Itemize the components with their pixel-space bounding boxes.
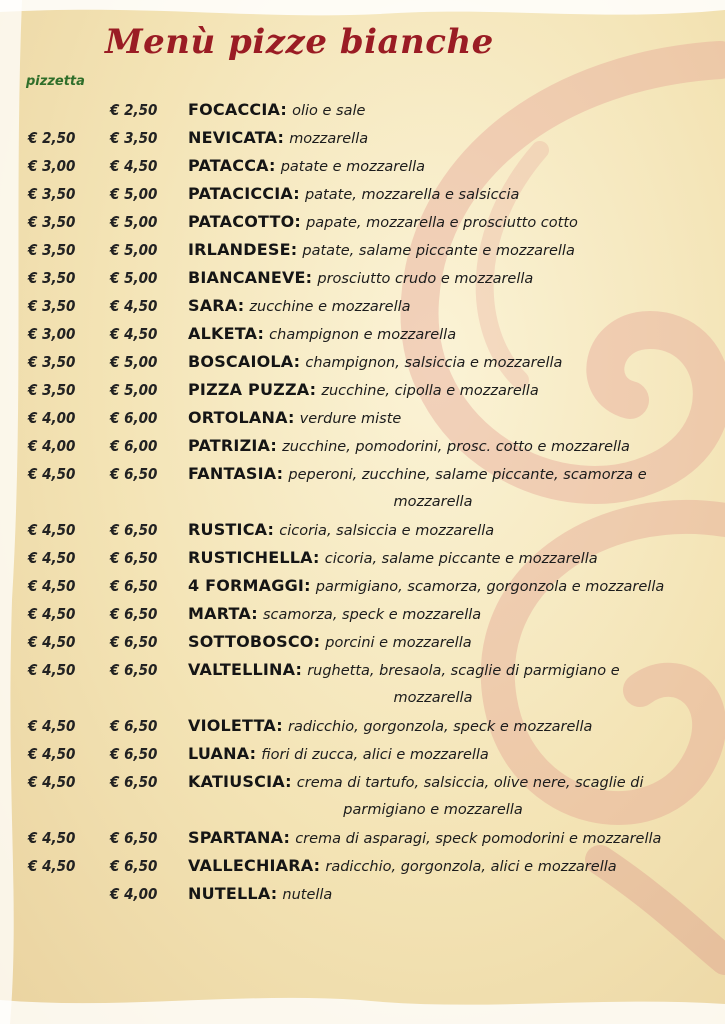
ingredients: fiori di zucca, alici e mozzarella [261, 747, 489, 763]
pizza-name: SARA: [188, 296, 245, 315]
ingredients: porcini e mozzarella [325, 635, 472, 651]
small-price: € 3,00 [28, 157, 76, 175]
item-description [188, 96, 718, 124]
price: € 6,50 [110, 829, 158, 847]
pizza-list [0, 96, 725, 908]
ingredients: radicchio, gorgonzola, speck e mozzarella [288, 719, 593, 735]
pizza-name: PIZZA PUZZA: [188, 380, 317, 399]
price: € 6,50 [110, 745, 158, 763]
price: € 6,50 [110, 465, 158, 483]
ingredients: nutella [282, 887, 333, 903]
item-description [188, 852, 718, 880]
page-title: Menù pizze bianche [105, 22, 494, 62]
ingredients: champignon, salsiccia e mozzarella [305, 355, 563, 371]
menu-item [0, 516, 725, 544]
ingredients-continued: mozzarella [393, 690, 473, 706]
pizza-name: MARTA: [188, 604, 258, 623]
pizza-name: VALLECHIARA: [188, 856, 321, 875]
item-description [188, 880, 718, 908]
menu-item [0, 236, 725, 264]
pizza-name: PATACOTTO: [188, 212, 301, 231]
pizza-name: VALTELLINA: [188, 660, 303, 679]
item-description [188, 740, 718, 768]
item-description [188, 460, 718, 516]
pizza-name: IRLANDESE: [188, 240, 298, 259]
small-price: € 2,50 [28, 129, 76, 147]
item-description [188, 628, 718, 656]
menu-item [0, 292, 725, 320]
item-description [188, 236, 718, 264]
pizza-name: PATRIZIA: [188, 436, 278, 455]
small-price: € 4,50 [28, 773, 76, 791]
item-description [188, 432, 718, 460]
ingredients-continued: mozzarella [393, 494, 473, 510]
menu-item [0, 656, 725, 712]
price: € 6,50 [110, 773, 158, 791]
pizza-name: NUTELLA: [188, 884, 278, 903]
price: € 5,00 [110, 353, 158, 371]
price: € 6,50 [110, 577, 158, 595]
price: € 4,00 [110, 885, 158, 903]
ingredients: cicoria, salsiccia e mozzarella [279, 523, 495, 539]
ingredients: papate, mozzarella e prosciutto cotto [306, 215, 578, 231]
menu-item [0, 264, 725, 292]
ingredients: prosciutto crudo e mozzarella [317, 271, 534, 287]
item-description [188, 348, 718, 376]
menu-item [0, 824, 725, 852]
ingredients: patate, salame piccante e mozzarella [302, 243, 575, 259]
ingredients: olio e sale [292, 103, 366, 119]
menu-item [0, 376, 725, 404]
item-description [188, 208, 718, 236]
price: € 6,50 [110, 605, 158, 623]
item-description [188, 656, 718, 712]
item-description [188, 516, 718, 544]
ingredients: verdure miste [299, 411, 402, 427]
small-price: € 4,50 [28, 745, 76, 763]
price: € 5,00 [110, 381, 158, 399]
ingredients: cicoria, salame piccante e mozzarella [324, 551, 598, 567]
ingredients: scamorza, speck e mozzarella [262, 607, 482, 623]
ingredients: crema di tartufo, salsiccia, olive nere, scaglie di [296, 775, 644, 791]
price: € 6,00 [110, 437, 158, 455]
small-price: € 3,00 [28, 325, 76, 343]
price: € 4,50 [110, 325, 158, 343]
small-size-column-label: pizzetta [26, 74, 85, 89]
price: € 4,50 [110, 157, 158, 175]
price: € 6,50 [110, 717, 158, 735]
pizza-name: KATIUSCIA: [188, 772, 292, 791]
small-price: € 4,50 [28, 465, 76, 483]
menu-item [0, 880, 725, 908]
pizza-name: ALKETA: [188, 324, 265, 343]
ingredients: radicchio, gorgonzola, alici e mozzarella [325, 859, 617, 875]
price: € 6,50 [110, 521, 158, 539]
item-description [188, 768, 718, 824]
item-description [188, 124, 718, 152]
menu-item [0, 600, 725, 628]
ingredients: zucchine, pomodorini, prosc. cotto e mozzarella [282, 439, 630, 455]
small-price: € 4,50 [28, 661, 76, 679]
pizza-name: VIOLETTA: [188, 716, 283, 735]
menu-item [0, 404, 725, 432]
ingredients: patate, mozzarella e salsiccia [304, 187, 520, 203]
item-description [188, 572, 718, 600]
pizza-name: FANTASIA: [188, 464, 284, 483]
item-description [188, 264, 718, 292]
small-price: € 3,50 [28, 241, 76, 259]
pizza-name: SPARTANA: [188, 828, 291, 847]
small-price: € 4,50 [28, 577, 76, 595]
menu-item [0, 572, 725, 600]
price: € 6,50 [110, 549, 158, 567]
menu-item [0, 544, 725, 572]
menu-item [0, 96, 725, 124]
item-description [188, 292, 718, 320]
item-description [188, 404, 718, 432]
price: € 5,00 [110, 269, 158, 287]
pizza-name: RUSTICA: [188, 520, 275, 539]
pizza-name: ORTOLANA: [188, 408, 295, 427]
ingredients: parmigiano, scamorza, gorgonzola e mozzarella [315, 579, 665, 595]
price: € 2,50 [110, 101, 158, 119]
menu-item [0, 628, 725, 656]
pizza-name: BOSCAIOLA: [188, 352, 301, 371]
price: € 6,50 [110, 661, 158, 679]
item-description [188, 152, 718, 180]
ingredients-continued: parmigiano e mozzarella [343, 802, 523, 818]
small-price: € 4,50 [28, 717, 76, 735]
price: € 4,50 [110, 297, 158, 315]
menu-item [0, 124, 725, 152]
small-price: € 4,50 [28, 857, 76, 875]
price: € 6,50 [110, 857, 158, 875]
pizza-name: LUANA: [188, 744, 257, 763]
pizza-name: FOCACCIA: [188, 100, 287, 119]
small-price: € 4,50 [28, 829, 76, 847]
menu-item [0, 852, 725, 880]
pizza-name: NEVICATA: [188, 128, 285, 147]
price: € 5,00 [110, 213, 158, 231]
item-description [188, 712, 718, 740]
menu-item [0, 208, 725, 236]
menu-item [0, 768, 725, 824]
pizza-name: PATACICCIA: [188, 184, 300, 203]
item-description [188, 824, 718, 852]
ingredients: mozzarella [289, 131, 369, 147]
menu-item [0, 432, 725, 460]
ingredients: peperoni, zucchine, salame piccante, scamorza e [288, 467, 647, 483]
small-price: € 4,50 [28, 605, 76, 623]
price: € 5,00 [110, 185, 158, 203]
pizza-name: 4 FORMAGGI: [188, 576, 311, 595]
small-price: € 4,50 [28, 633, 76, 651]
price: € 5,00 [110, 241, 158, 259]
item-description [188, 600, 718, 628]
small-price: € 3,50 [28, 353, 76, 371]
pizza-name: PATACCA: [188, 156, 276, 175]
ingredients: rughetta, bresaola, scaglie di parmigiano e [307, 663, 620, 679]
price: € 3,50 [110, 129, 158, 147]
price: € 6,50 [110, 633, 158, 651]
small-price: € 4,50 [28, 521, 76, 539]
small-price: € 3,50 [28, 185, 76, 203]
menu-item [0, 740, 725, 768]
price: € 6,00 [110, 409, 158, 427]
menu-item [0, 712, 725, 740]
menu-item [0, 460, 725, 516]
ingredients: zucchine e mozzarella [249, 299, 411, 315]
small-price: € 3,50 [28, 269, 76, 287]
menu-item [0, 320, 725, 348]
item-description [188, 320, 718, 348]
pizza-name: SOTTOBOSCO: [188, 632, 321, 651]
pizza-name: BIANCANEVE: [188, 268, 313, 287]
ingredients: zucchine, cipolla e mozzarella [321, 383, 539, 399]
ingredients: crema di asparagi, speck pomodorini e mozzarella [295, 831, 662, 847]
small-price: € 3,50 [28, 213, 76, 231]
pizza-name: RUSTICHELLA: [188, 548, 320, 567]
small-price: € 3,50 [28, 381, 76, 399]
small-price: € 3,50 [28, 297, 76, 315]
item-description [188, 180, 718, 208]
menu-item [0, 152, 725, 180]
ingredients: patate e mozzarella [280, 159, 426, 175]
small-price: € 4,00 [28, 437, 76, 455]
item-description [188, 376, 718, 404]
item-description [188, 544, 718, 572]
menu-item [0, 348, 725, 376]
small-price: € 4,00 [28, 409, 76, 427]
ingredients: champignon e mozzarella [269, 327, 457, 343]
small-price: € 4,50 [28, 549, 76, 567]
menu-item [0, 180, 725, 208]
